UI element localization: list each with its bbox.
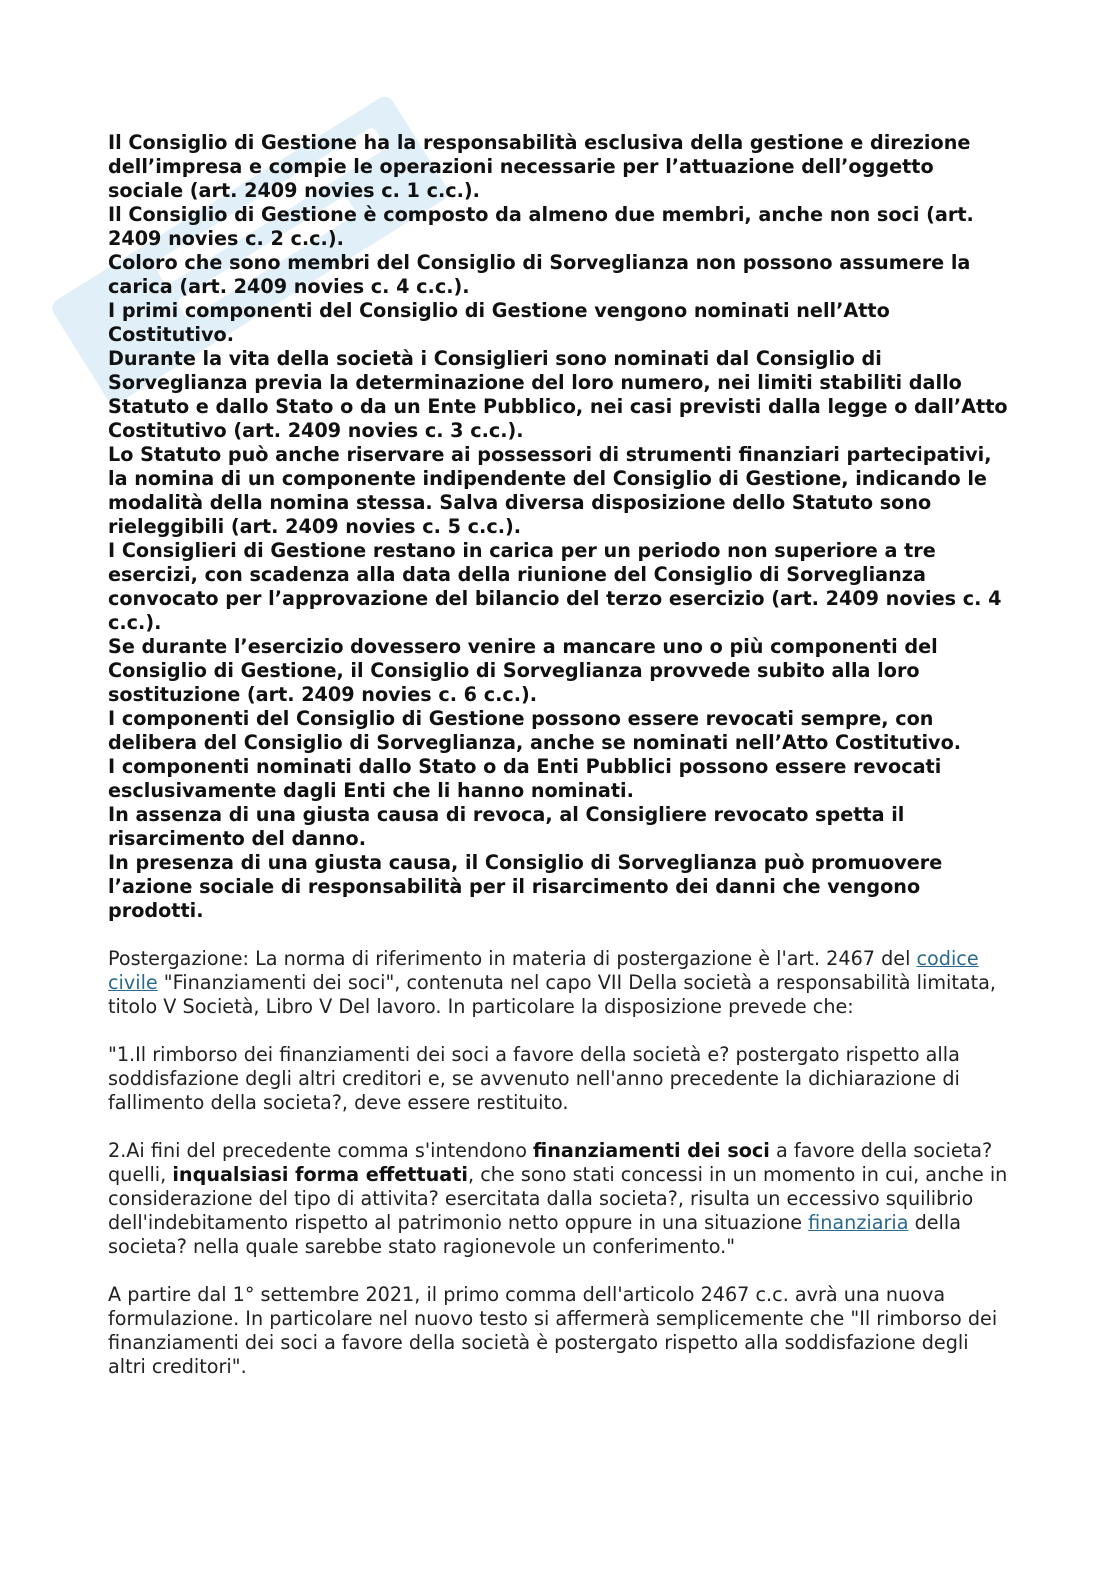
paragraph: I componenti nominati dallo Stato o da Enti Pubblici possono essere revocati esclusivamente dagli Enti che li hanno nominati. [108, 755, 942, 802]
paragraph: Durante la vita della società i Consiglieri sono nominati dal Consiglio di Sorveglianza previa la determinazione del loro numero, nei limiti stabiliti dallo Statuto e dallo Stato o da un Ente Pubblico, nei casi previsti dalla legge o dall’Atto Costitutivo (art. 2409 novies c. 3 c.c.). [108, 347, 1008, 442]
comma-text: della societa? nella quale sarebbe stato ragionevole un conferimento." [108, 1211, 961, 1258]
paragraph: Coloro che sono membri del Consiglio di Sorveglianza non possono assumere la carica (art. 2409 novies c. 4 c.c.). [108, 251, 971, 298]
paragraph: In assenza di una giusta causa di revoca, al Consigliere revocato spetta il risarcimento del danno. [108, 803, 905, 850]
consiglio-gestione-section [108, 131, 1008, 923]
comma-1: "1.Il rimborso dei finanziamenti dei soci a favore della società e? postergato rispetto alla soddisfazione degli altri creditori e, se avvenuto nell'anno precedente la dichiarazione di fallimento della societa?, deve essere restituito. [108, 1043, 960, 1114]
bold-term: inqualsiasi forma effettuati [172, 1163, 469, 1186]
postergazione-intro [108, 947, 1008, 1019]
comma-text: , che sono stati concessi in un momento in cui, anche in considerazione del tipo di attivita? esercitata dalla societa?, risulta un eccessivo squilibrio dell'indebitamento rispetto al patrimonio netto oppure in una situazione [108, 1163, 1008, 1234]
bold-term: finanziamenti dei soci [533, 1139, 770, 1162]
intro-text: Postergazione: La norma di riferimento in materia di postergazione è l'art. 2467 del [108, 947, 917, 970]
paragraph: Il Consiglio di Gestione ha la responsabilità esclusiva della gestione e direzione dell’impresa e compie le operazioni necessarie per l’attuazione dell’oggetto sociale (art. 2409 novies c. 1 c.c.). [108, 131, 971, 202]
paragraph: Lo Statuto può anche riservare ai possessori di strumenti finanziari partecipativi, la nomina di un componente indipendente del Consiglio di Gestione, indicando le modalità della nomina stessa. Salva diversa disposizione dello Statuto sono rieleggibili (art. 2409 novies c. 5 c.c.). [108, 443, 992, 538]
paragraph: Se durante l’esercizio dovessero venire a mancare uno o più componenti del Consiglio di Gestione, il Consiglio di Sorveglianza provvede subito alla loro sostituzione (art. 2409 novies c. 6 c.c.). [108, 635, 938, 706]
final-paragraph: A partire dal 1° settembre 2021, il primo comma dell'articolo 2467 c.c. avrà una nuova formulazione. In particolare nel nuovo testo si affermerà semplicemente che "Il rimborso dei finanziamenti dei soci a favore della società è postergato rispetto alla soddisfazione degli altri creditori". [108, 1283, 998, 1378]
document-page [108, 131, 1008, 1379]
codice-civile-link[interactable]: codice civile [108, 947, 979, 994]
paragraph: I Consiglieri di Gestione restano in carica per un periodo non superiore a tre esercizi, con scadenza alla data della riunione del Consiglio di Sorveglianza convocato per l’approvazione del bilancio del terzo esercizio (art. 2409 novies c. 4 c.c.). [108, 539, 1002, 634]
comma-text: a favore della societa? quelli, [108, 1139, 993, 1186]
finanziaria-link[interactable]: finanziaria [808, 1211, 909, 1234]
intro-text: "Finanziamenti dei soci", contenuta nel capo VII Della società a responsabilità limitata, titolo V Società, Libro V Del lavoro. In particolare la disposizione prevede che: [108, 971, 997, 1018]
paragraph: I componenti del Consiglio di Gestione possono essere revocati sempre, con delibera del Consiglio di Sorveglianza, anche se nominati nell’Atto Costitutivo. [108, 707, 962, 754]
paragraph: In presenza di una giusta causa, il Consiglio di Sorveglianza può promuovere l’azione sociale di responsabilità per il risarcimento dei danni che vengono prodotti. [108, 851, 943, 922]
paragraph: Il Consiglio di Gestione è composto da almeno due membri, anche non soci (art. 2409 novies c. 2 c.c.). [108, 203, 974, 250]
comma-text: 2.Ai fini del precedente comma s'intendono [108, 1139, 534, 1162]
comma-2 [108, 1139, 1008, 1259]
paragraph: I primi componenti del Consiglio di Gestione vengono nominati nell’Atto Costitutivo. [108, 299, 890, 346]
